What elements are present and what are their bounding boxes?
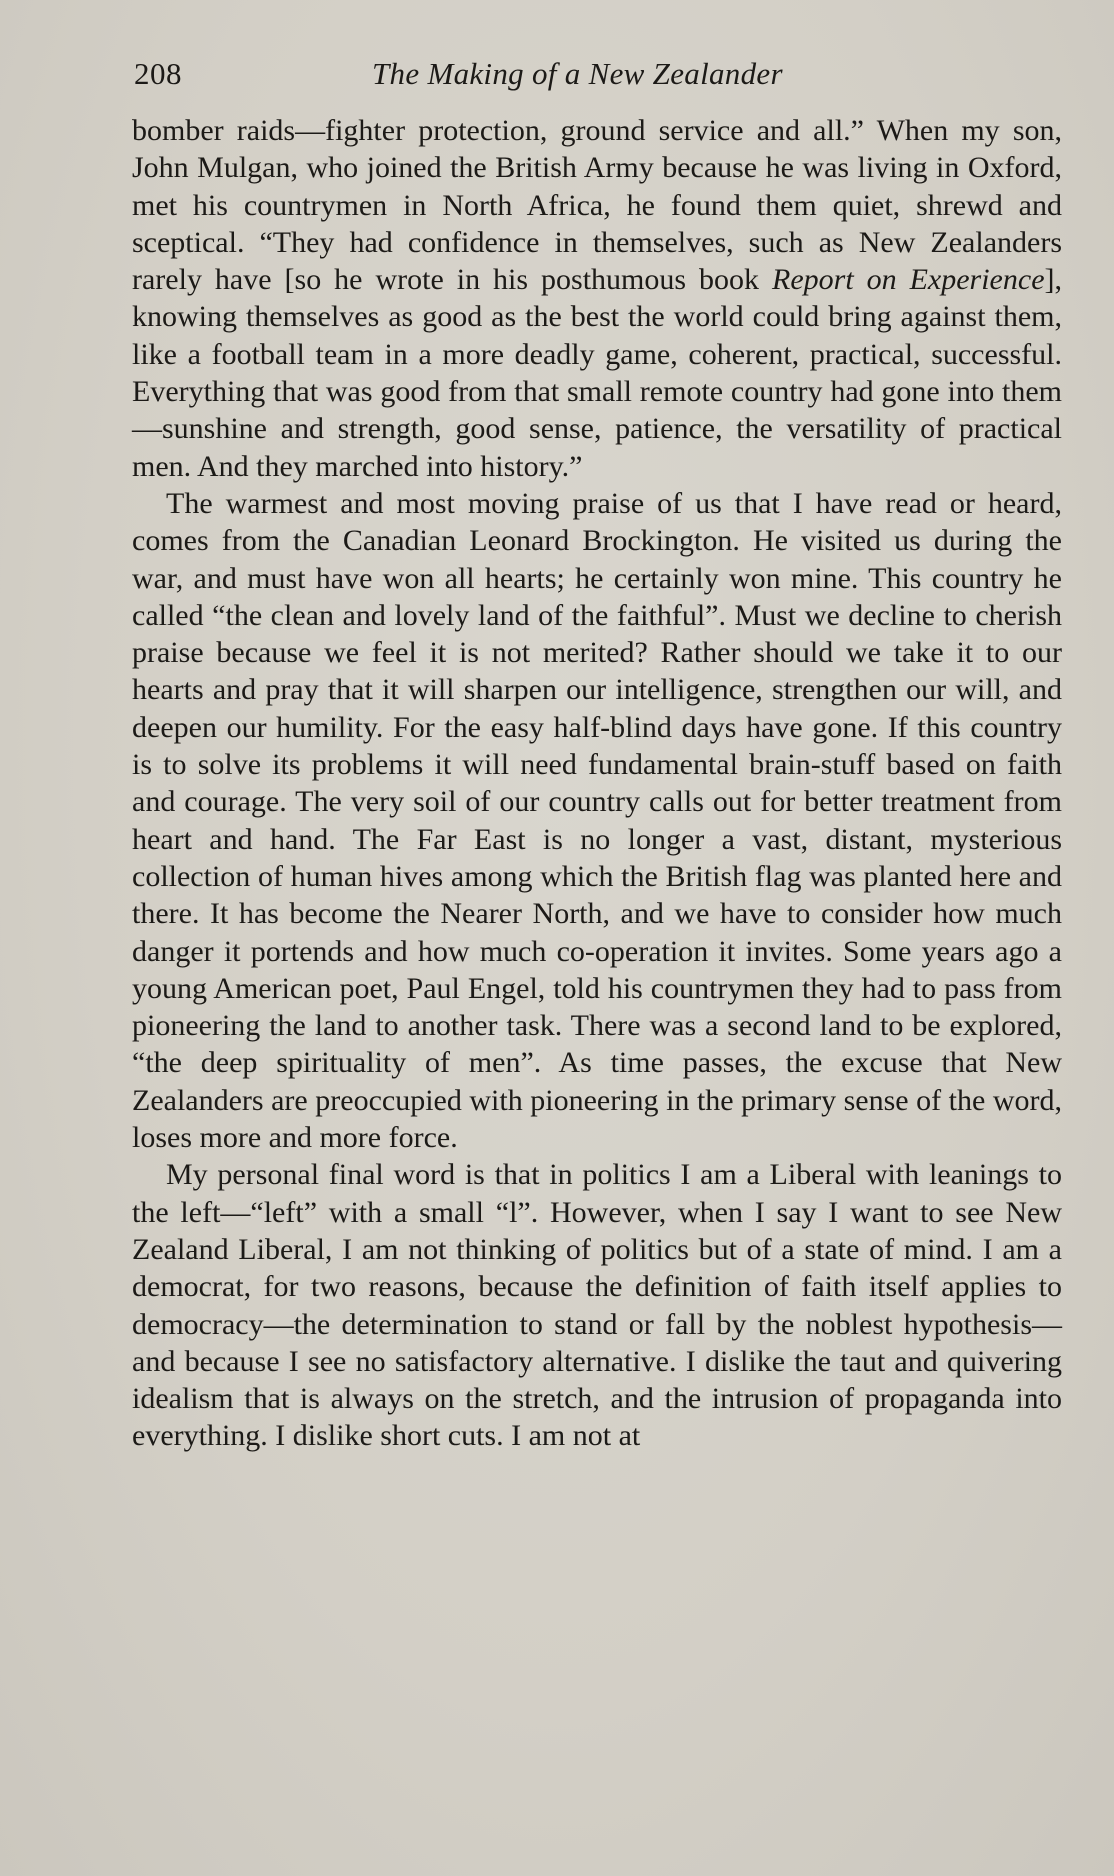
running-title: The Making of a New Zealander <box>372 56 783 91</box>
paragraph-3: My personal final word is that in politics I am a Liberal with leanings to the left—“left” with a small “l”. However, when I say I want to see New Zealand Liberal, I am not thinking of politics but of a state of mind. I am a democrat, for two reasons, because the definition of faith itself applies to democracy—the determination to stand or fall by the noblest hypothesis—and because I see no satisfactory alternative. I dislike the taut and quivering idealism that is always on the stretch, and the intrusion of propaganda into everything. I dislike short cuts. I am not at <box>132 1158 1062 1453</box>
body-text <box>132 112 1062 1455</box>
book-title-italic: Report on Experience <box>772 263 1045 297</box>
page-number: 208 <box>134 56 182 91</box>
paragraph-1-text-cont: ], knowing themselves as good as the best the world could bring against them, like a football team in a more deadly game, coherent, practical, successful. Everything that was good from that small remote country had gone into them—sunshine and strength, good sense, patience, the versatility of practical men. And they marched into history.” <box>132 263 1063 483</box>
paragraph-1 <box>132 112 1062 485</box>
running-header <box>134 52 1064 96</box>
paragraph-2: The warmest and most moving praise of us that I have read or heard, comes from the Canadian Leonard Brockington. He visited us during the war, and must have won all hearts; he certainly won mine. This country he called “the clean and lovely land of the faithful”. Must we decline to cherish praise because we feel it is not merited? Rather should we take it to our hearts and pray that it will sharpen our intelligence, strengthen our will, and deepen our humility. For the easy half-blind days have gone. If this country is to solve its problems it will need fundamental brain-stuff based on faith and courage. The very soil of our country calls out for better treatment from heart and hand. The Far East is no longer a vast, distant, mysterious collection of human hives among which the British flag was planted here and there. It has become the Nearer North, and we have to consider how much danger it portends and how much co-operation it invites. Some years ago a young American poet, Paul Engel, told his countrymen they had to pass from pioneering the land to another task. There was a second land to be explored, “the deep spirituality of men”. As time passes, the excuse that New Zealanders are preoccupied with pioneering in the primary sense of the word, loses more and more force. <box>132 486 1062 1155</box>
paragraph-1-text: bomber raids—fighter protection, ground service and all.” When my son, John Mulgan, who joined the British Army because he was living in Oxford, met his countrymen in North Africa, he found them quiet, shrewd and sceptical. “They had confidence in themselves, such as New Zealanders rarely have [so he wrote in his posthumous book <box>132 114 1062 297</box>
